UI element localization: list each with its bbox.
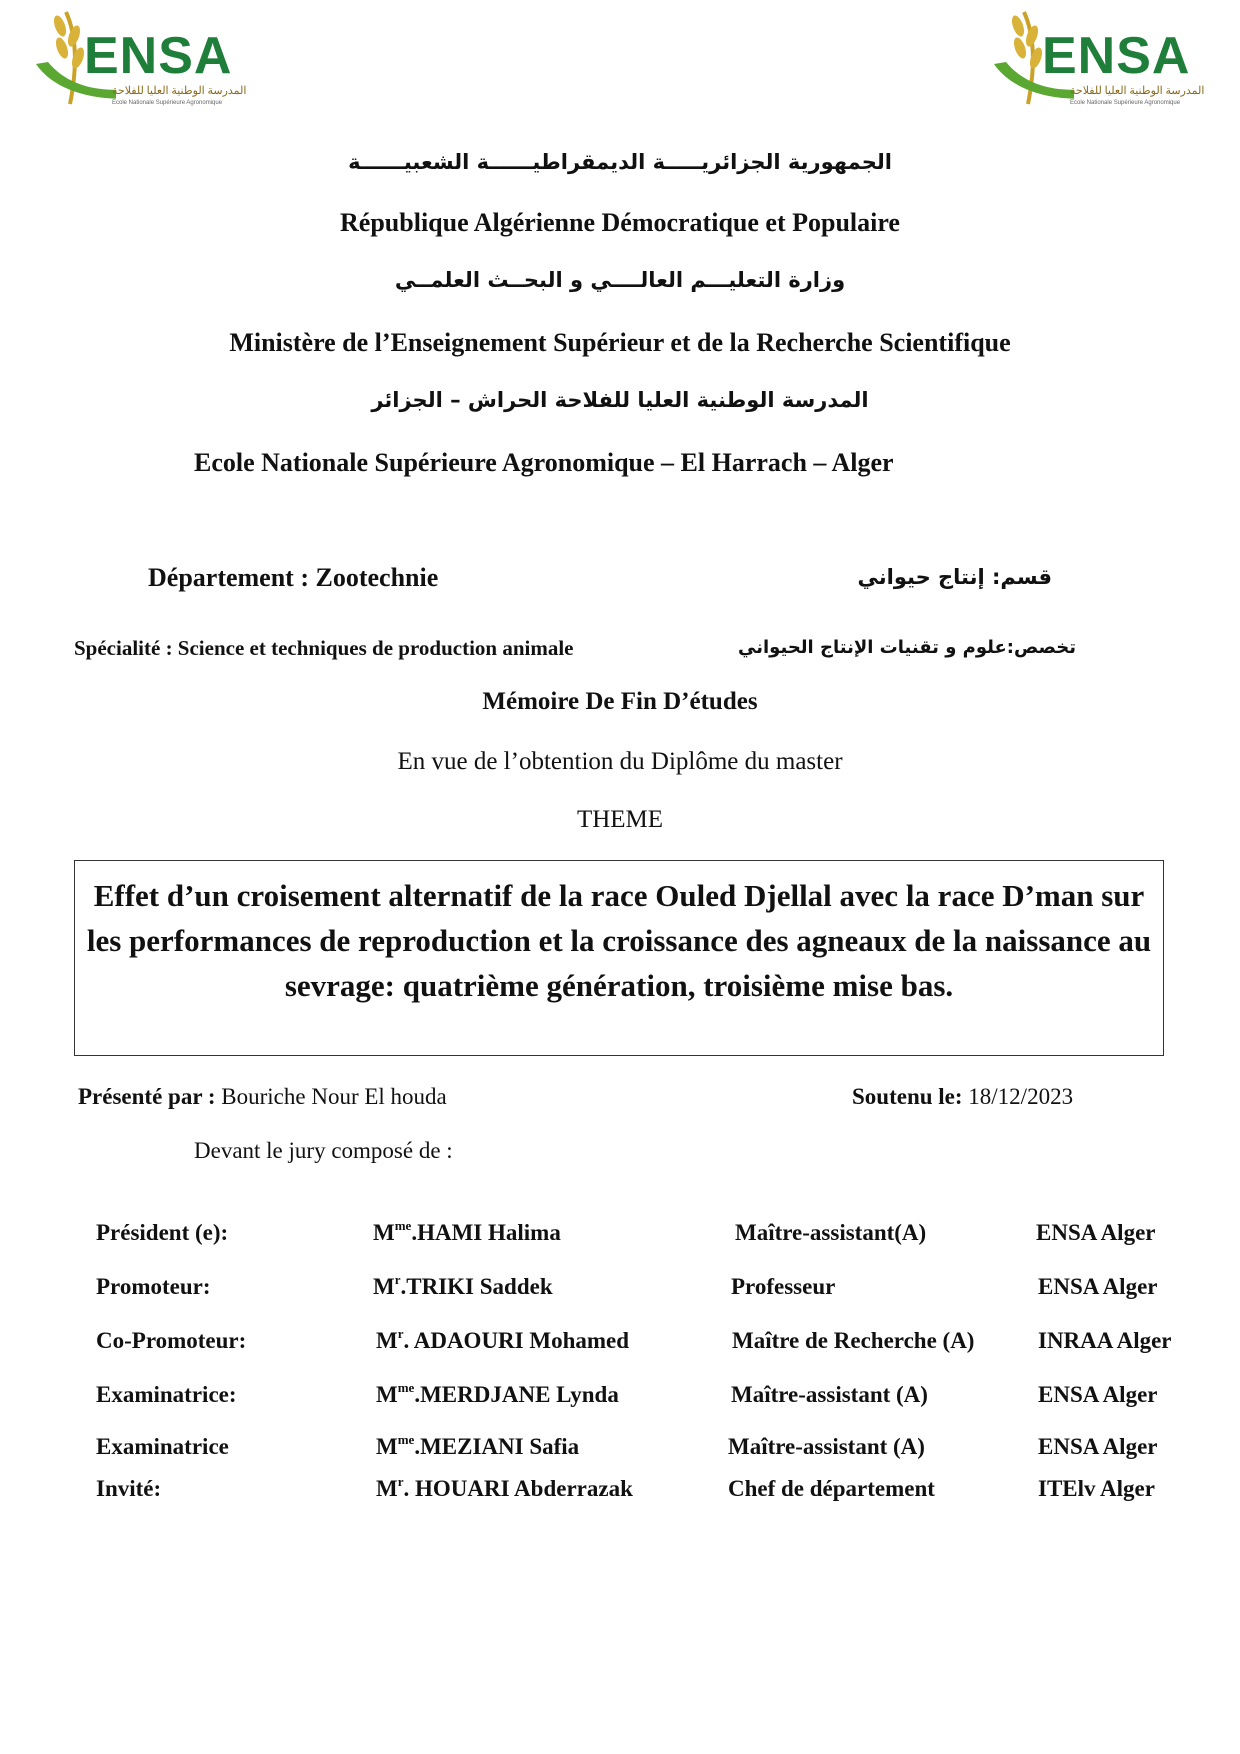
jury-institution: ENSA Alger: [1038, 1434, 1158, 1459]
ensa-logo-left: [26, 4, 247, 114]
jury-institution: ENSA Alger: [1038, 1382, 1158, 1407]
defended-label: Soutenu le:: [852, 1084, 963, 1109]
jury-row: [0, 1274, 1240, 1308]
jury-grade: Maître-assistant(A): [735, 1220, 927, 1245]
jury-institution: INRAA Alger: [1038, 1328, 1172, 1353]
jury-row: [0, 1476, 1240, 1510]
presenter-name: Bouriche Nour El houda: [221, 1084, 447, 1109]
jury-role: Invité:: [96, 1476, 162, 1501]
jury-role: Co-Promoteur:: [96, 1328, 247, 1353]
logo-brand: ENSA: [1042, 27, 1191, 85]
jury-grade: Maître de Recherche (A): [732, 1328, 975, 1353]
theme-label: THEME: [576, 806, 664, 833]
republic-arabic: الجمهورية الجزائريـــــة الديمقراطيــــــة الشعبيــــــة: [348, 150, 892, 174]
republic-french: République Algérienne Démocratique et Populaire: [340, 208, 900, 237]
logo-french-subtitle: Ecole Nationale Supérieure Agronomique: [1070, 100, 1181, 106]
jury-row: [0, 1434, 1240, 1468]
ensa-logo-right: [984, 4, 1205, 114]
logo-arabic-subtitle: المدرسة الوطنية العليا للفلاحة: [1070, 85, 1205, 97]
jury-intro: Devant le jury composé de :: [194, 1138, 453, 1163]
ministry-arabic: وزارة التعليـــم العالــــي و البحــث العلمــي: [394, 268, 846, 292]
speciality-arabic: تخصص:علوم و تقنيات الإنتاج الحيواني: [738, 637, 1076, 658]
jury-institution: ENSA Alger: [1036, 1220, 1156, 1245]
jury-role: Examinatrice: [96, 1434, 229, 1459]
logo-arabic-subtitle: المدرسة الوطنية العليا للفلاحة: [112, 85, 247, 97]
theme-text: Effet d’un croisement alternatif de la race Ouled Djellal avec la race D’man sur les performances de reproduction et la croissance des agneaux de la naissance au sevrage: quatrième génération, troisième mise bas.: [86, 878, 1152, 1003]
presented-by: [78, 1084, 447, 1110]
logo-brand: ENSA: [84, 27, 233, 85]
defended-on: [852, 1084, 1073, 1110]
jury-member-name: $M^{me}.HAMI$ Halima: [373, 1218, 561, 1245]
memoire-title: Mémoire De Fin D’études: [482, 688, 758, 715]
jury-grade: Professeur: [731, 1274, 836, 1299]
jury-institution: ITElv Alger: [1038, 1476, 1155, 1501]
school-arabic: المدرسة الوطنية العليا للفلاحة الحراش – الجزائر: [371, 388, 869, 412]
presented-label: Présenté par :: [78, 1084, 216, 1109]
jury-role: Président (e):: [96, 1220, 229, 1245]
jury-role: Promoteur:: [96, 1274, 211, 1299]
jury-grade: Maître-assistant (A): [728, 1434, 925, 1459]
jury-row: [0, 1382, 1240, 1416]
jury-member-name: $M^r.TRIKI$ Saddek: [373, 1272, 553, 1299]
jury-member-name: $M^{me}.MERDJANE$ Lynda: [376, 1380, 619, 1407]
speciality-french: Spécialité : Science et techniques de production animale: [74, 636, 574, 660]
defense-date: 18/12/2023: [968, 1084, 1074, 1109]
jury-grade: Maître-assistant (A): [731, 1382, 928, 1407]
jury-member-name: $M^r$. HOUARI Abderrazak: [376, 1474, 633, 1501]
jury-institution: ENSA Alger: [1038, 1274, 1158, 1299]
department-arabic: قسم: إنتاج حيواني: [857, 565, 1052, 589]
jury-row: [0, 1328, 1240, 1362]
jury-grade: Chef de département: [728, 1476, 935, 1501]
department-french: Département : Zootechnie: [148, 563, 439, 592]
jury-member-name: $M^r$. ADAOURI Mohamed: [376, 1326, 630, 1353]
jury-member-name: $M^{me}.MEZIANI$ Safia: [376, 1432, 580, 1459]
school-french: Ecole Nationale Supérieure Agronomique – El Harrach – Alger: [194, 448, 894, 477]
jury-role: Examinatrice:: [96, 1382, 237, 1407]
logo-french-subtitle: Ecole Nationale Supérieure Agronomique: [112, 100, 223, 106]
jury-row: [0, 1220, 1240, 1254]
memoire-subtitle: En vue de l’obtention du Diplôme du master: [397, 748, 843, 775]
theme-box: [74, 860, 1164, 1056]
ministry-french: Ministère de l’Enseignement Supérieur et de la Recherche Scientifique: [229, 328, 1011, 357]
